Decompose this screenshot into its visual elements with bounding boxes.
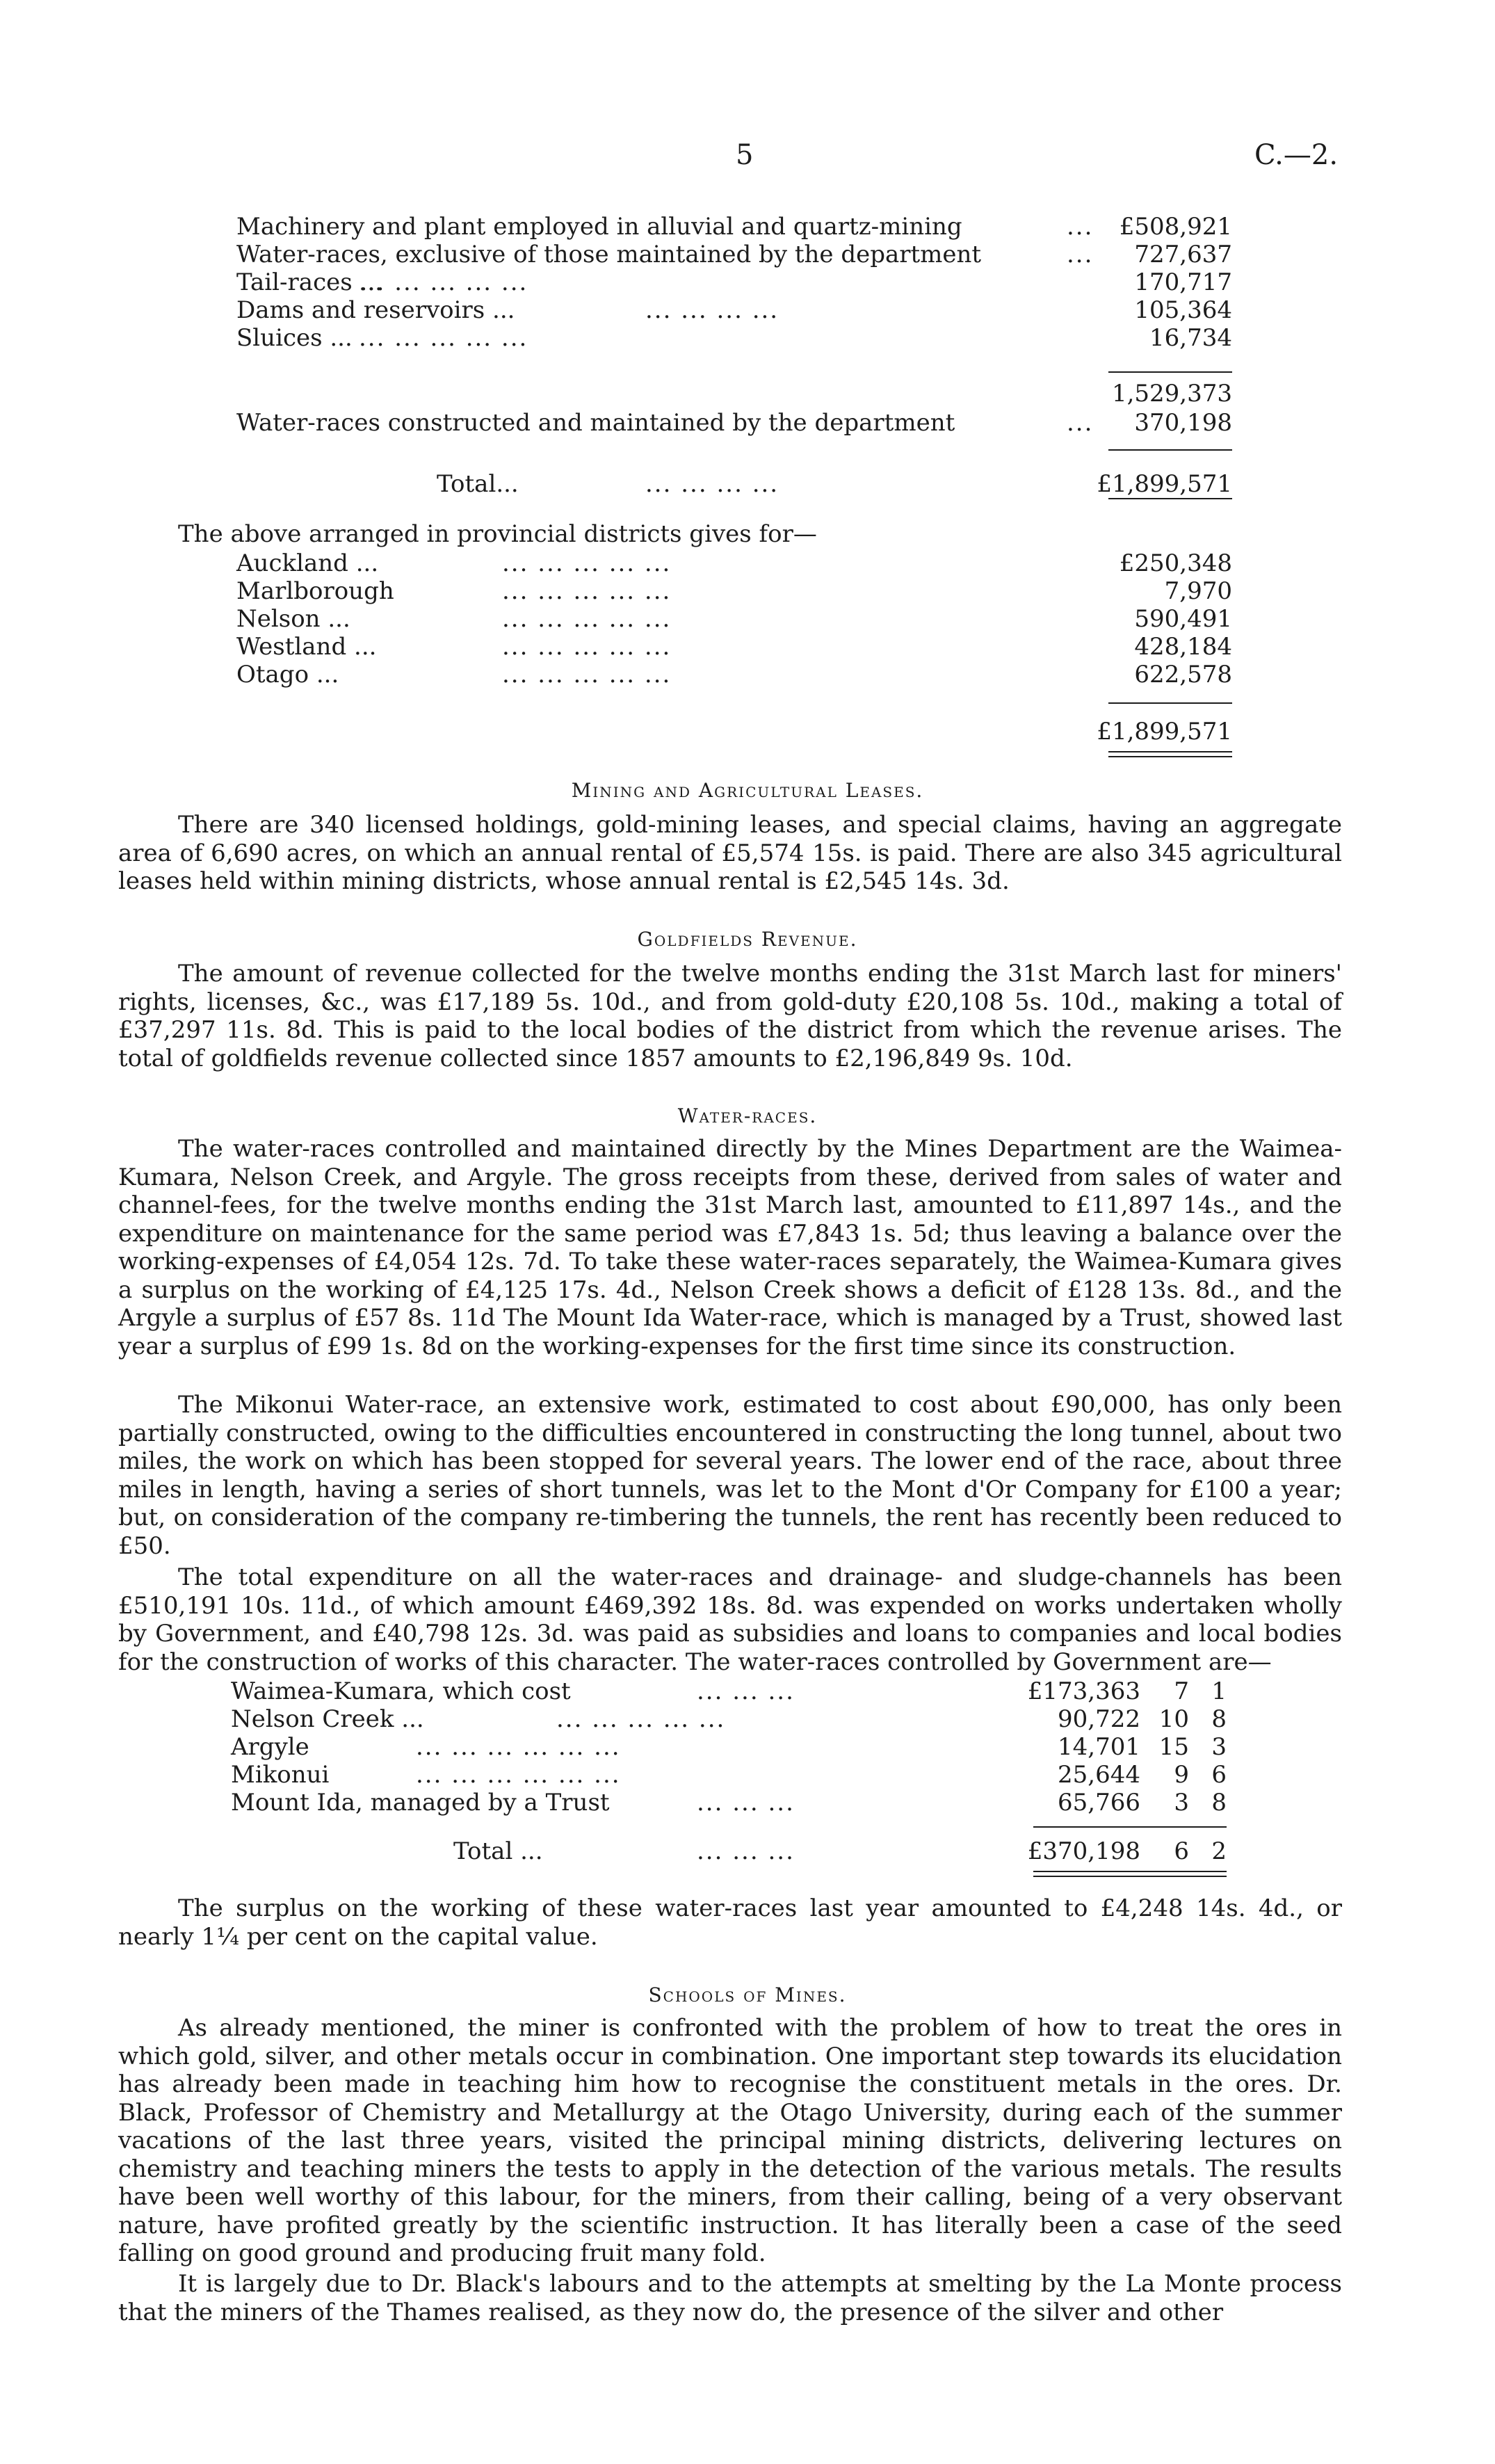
leader-dots: ... ... ... ... ... — [556, 1705, 726, 1733]
total-row — [0, 1837, 1495, 1865]
leader-dots: ... ... ... ... ... — [359, 268, 528, 296]
table-row — [0, 605, 1495, 633]
row-label: Nelson ... — [236, 605, 350, 633]
section-heading-water-races: Water-races. — [677, 1104, 818, 1127]
paragraph-schools-2: It is largely due to Dr. Black's labours and to the attempts at smelting by the La Monte process that the miners of the Thames realised, as they now do, the presence of the silver and other — [118, 2270, 1342, 2326]
row-pence: 6 — [1211, 1761, 1227, 1789]
total-label: Total ... — [453, 1837, 543, 1865]
leader-dots: ... ... ... ... ... ... — [416, 1733, 621, 1761]
row-label: Dams and reservoirs ... — [236, 296, 515, 324]
section-heading-revenue: Goldfields Revenue. — [637, 928, 858, 951]
row-amount: 170,717 — [1134, 268, 1232, 296]
row-pounds: £173,363 — [1027, 1677, 1140, 1705]
total-amount: £1,899,571 — [1097, 470, 1232, 498]
leader-dots: ... — [1067, 409, 1094, 437]
total-amount: £1,899,571 — [1097, 718, 1232, 746]
row-label: Water-races constructed and maintained by the department — [236, 409, 955, 437]
total-shillings: 6 — [1174, 1837, 1189, 1865]
row-amount: 370,198 — [1134, 409, 1232, 437]
row-pounds: 14,701 — [1058, 1733, 1140, 1761]
total-pence: 2 — [1211, 1837, 1227, 1865]
table-row — [0, 1733, 1495, 1761]
row-label: Mikonui — [231, 1761, 330, 1789]
row-label: Nelson Creek ... — [231, 1705, 424, 1733]
leader-dots: ... ... ... ... ... — [502, 549, 672, 577]
table-row — [0, 577, 1495, 605]
sum-rule — [1108, 702, 1232, 704]
page-number: 5 — [736, 139, 754, 171]
section-heading-leases: Mining and Agricultural Leases. — [571, 779, 924, 802]
row-amount: 428,184 — [1134, 633, 1232, 661]
leader-dots: ... ... ... — [697, 1789, 795, 1817]
table-row — [0, 549, 1495, 577]
row-amount: 590,491 — [1134, 605, 1232, 633]
total-pounds: £370,198 — [1027, 1837, 1140, 1865]
row-shillings: 7 — [1174, 1677, 1189, 1705]
total-row — [0, 718, 1495, 746]
row-shillings: 10 — [1158, 1705, 1189, 1733]
table-row — [0, 1705, 1495, 1733]
total-row — [0, 470, 1495, 498]
double-rule — [1033, 1871, 1227, 1872]
leader-dots: ... ... ... ... ... ... — [416, 1761, 621, 1789]
paragraph-water-races-3: The total expenditure on all the water-races and drainage- and sludge-channels has been £510,191 10s. 11d., of which amount £469,392 18s. 8d. was expended on works undertaken wholly by Government, and £40,798 12s. 3d. was paid as subsidies and loans to companies and local bodies for the construction of works of this character. The water-races controlled by Government are— — [118, 1563, 1342, 1676]
paragraph-surplus: The surplus on the working of these water-races last year amounted to £4,248 14s. 4d., or nearly 1¼ per cent on the capital value. — [118, 1894, 1342, 1951]
row-amount: 7,970 — [1164, 577, 1232, 605]
row-shillings: 9 — [1174, 1761, 1189, 1789]
paragraph-schools-1: As already mentioned, the miner is confronted with the problem of how to treat the ores in which gold, silver, and other metals occur in combination. One important step towards its elucidation has already been made in teaching him how to recognise the constituent metals in the ores. Dr. Black, Professor of Chemistry and Metallurgy at the Otago University, during each of the summer vacations of the last three years, visited the principal mining districts, delivering lectures on chemistry and teaching miners the tests to apply in the detection of the various metals. The results have been well worthy of this labour, for the miners, from their calling, being of a very observant nature, have profited greatly by the scientific instruction. It has literally been a case of the seed falling on good ground and producing fruit many fold. — [118, 2014, 1342, 2267]
row-shillings: 15 — [1158, 1733, 1189, 1761]
row-pounds: 90,722 — [1058, 1705, 1140, 1733]
table-row — [0, 296, 1495, 324]
row-label: Tail-races ... — [236, 268, 382, 296]
table-row — [0, 213, 1495, 241]
row-amount: £508,921 — [1119, 213, 1232, 241]
double-rule — [1108, 756, 1232, 757]
table-row — [0, 241, 1495, 268]
document-reference: C.—2. — [1254, 139, 1339, 171]
sum-rule — [1033, 1826, 1227, 1828]
row-label: Water-races, exclusive of those maintained by the department — [236, 241, 982, 268]
leader-dots: ... ... ... ... ... — [359, 324, 528, 352]
paragraph-water-races-2: The Mikonui Water-race, an extensive work, estimated to cost about £90,000, has only been partially constructed, owing to the difficulties encountered in constructing the long tunnel, about two miles, the work on which has been stopped for several years. The lower end of the race, about three miles in length, having a series of short tunnels, was let to the Mont d'Or Company for £100 a year; but, on consideration of the company re-timbering the tunnels, the rent has recently been reduced to £50. — [118, 1391, 1342, 1560]
row-pence: 8 — [1211, 1705, 1227, 1733]
row-label: Argyle — [231, 1733, 309, 1761]
subtotal-row — [0, 380, 1495, 408]
table-row — [0, 661, 1495, 689]
leader-dots: ... ... ... ... — [645, 296, 779, 324]
row-label: Auckland ... — [236, 549, 379, 577]
row-label: Sluices ... — [236, 324, 353, 352]
table-row — [0, 1789, 1495, 1817]
table-row — [0, 1761, 1495, 1789]
row-pence: 1 — [1211, 1677, 1227, 1705]
leader-dots: ... ... ... ... — [645, 470, 779, 498]
row-pounds: 25,644 — [1058, 1761, 1140, 1789]
row-pence: 8 — [1211, 1789, 1227, 1817]
leader-dots: ... ... ... ... ... — [502, 577, 672, 605]
row-pounds: 65,766 — [1058, 1789, 1140, 1817]
row-amount: 105,364 — [1134, 296, 1232, 324]
sum-rule — [1108, 498, 1232, 499]
districts-intro: The above arranged in provincial districts gives for— — [178, 520, 817, 548]
row-amount: £250,348 — [1119, 549, 1232, 577]
table-row — [0, 409, 1495, 437]
leader-dots: ... — [1067, 241, 1094, 268]
row-amount: 622,578 — [1134, 661, 1232, 689]
section-heading-schools: Schools of Mines. — [648, 1983, 847, 2006]
row-amount: 16,734 — [1149, 324, 1232, 352]
double-rule — [1033, 1876, 1227, 1877]
leader-dots: ... ... ... ... ... — [502, 605, 672, 633]
paragraph-revenue: The amount of revenue collected for the twelve months ending the 31st March last for miners' rights, licenses, &c., was £17,189 5s. 10d., and from gold-duty £20,108 5s. 10d., making a total of £37,297 11s. 8d. This is paid to the local bodies of the district from which the revenue arises. The total of goldfields revenue collected since 1857 amounts to £2,196,849 9s. 10d. — [118, 960, 1342, 1072]
row-label: Otago ... — [236, 661, 339, 689]
row-label: Machinery and plant employed in alluvial and quartz-mining — [236, 213, 962, 241]
double-rule — [1108, 751, 1232, 752]
row-pence: 3 — [1211, 1733, 1227, 1761]
table-row — [0, 633, 1495, 661]
leader-dots: ... — [1067, 213, 1094, 241]
table-row — [0, 1677, 1495, 1705]
table-row — [0, 268, 1495, 296]
total-label: Total... — [437, 470, 519, 498]
leader-dots: ... ... ... — [697, 1677, 795, 1705]
paragraph-water-races-1: The water-races controlled and maintained directly by the Mines Department are the Waimea-Kumara, Nelson Creek, and Argyle. The gross receipts from these, derived from sales of water and channel-fees, for the twelve months ending the 31st March last, amounted to £11,897 14s., and the expenditure on maintenance for the same period was £7,843 1s. 5d; thus leaving a balance over the working-expenses of £4,054 12s. 7d. To take these water-races separately, the Waimea-Kumara gives a surplus on the working of £4,125 17s. 4d., Nelson Creek shows a deficit of £128 13s. 8d., and the Argyle a surplus of £57 8s. 11d The Mount Ida Water-race, which is managed by a Trust, showed last year a surplus of £99 1s. 8d on the working-expenses for the first time since its construction. — [118, 1135, 1342, 1360]
row-label: Mount Ida, managed by a Trust — [231, 1789, 610, 1817]
row-label: Waimea-Kumara, which cost — [231, 1677, 571, 1705]
leader-dots: ... ... ... — [697, 1837, 795, 1865]
row-amount: 727,637 — [1134, 241, 1232, 268]
table-row — [0, 324, 1495, 352]
leader-dots: ... ... ... ... ... — [502, 633, 672, 661]
sum-rule — [1108, 371, 1232, 373]
paragraph-leases: There are 340 licensed holdings, gold-mining leases, and special claims, having an aggregate area of 6,690 acres, on which an annual rental of £5,574 15s. is paid. There are also 345 agricultural leases held within mining districts, whose annual rental is £2,545 14s. 3d. — [118, 811, 1342, 895]
subtotal-amount: 1,529,373 — [1111, 380, 1232, 408]
row-shillings: 3 — [1174, 1789, 1189, 1817]
leader-dots: ... ... ... ... ... — [502, 661, 672, 689]
sum-rule — [1108, 449, 1232, 451]
row-label: Westland ... — [236, 633, 377, 661]
row-label: Marlborough — [236, 577, 394, 605]
